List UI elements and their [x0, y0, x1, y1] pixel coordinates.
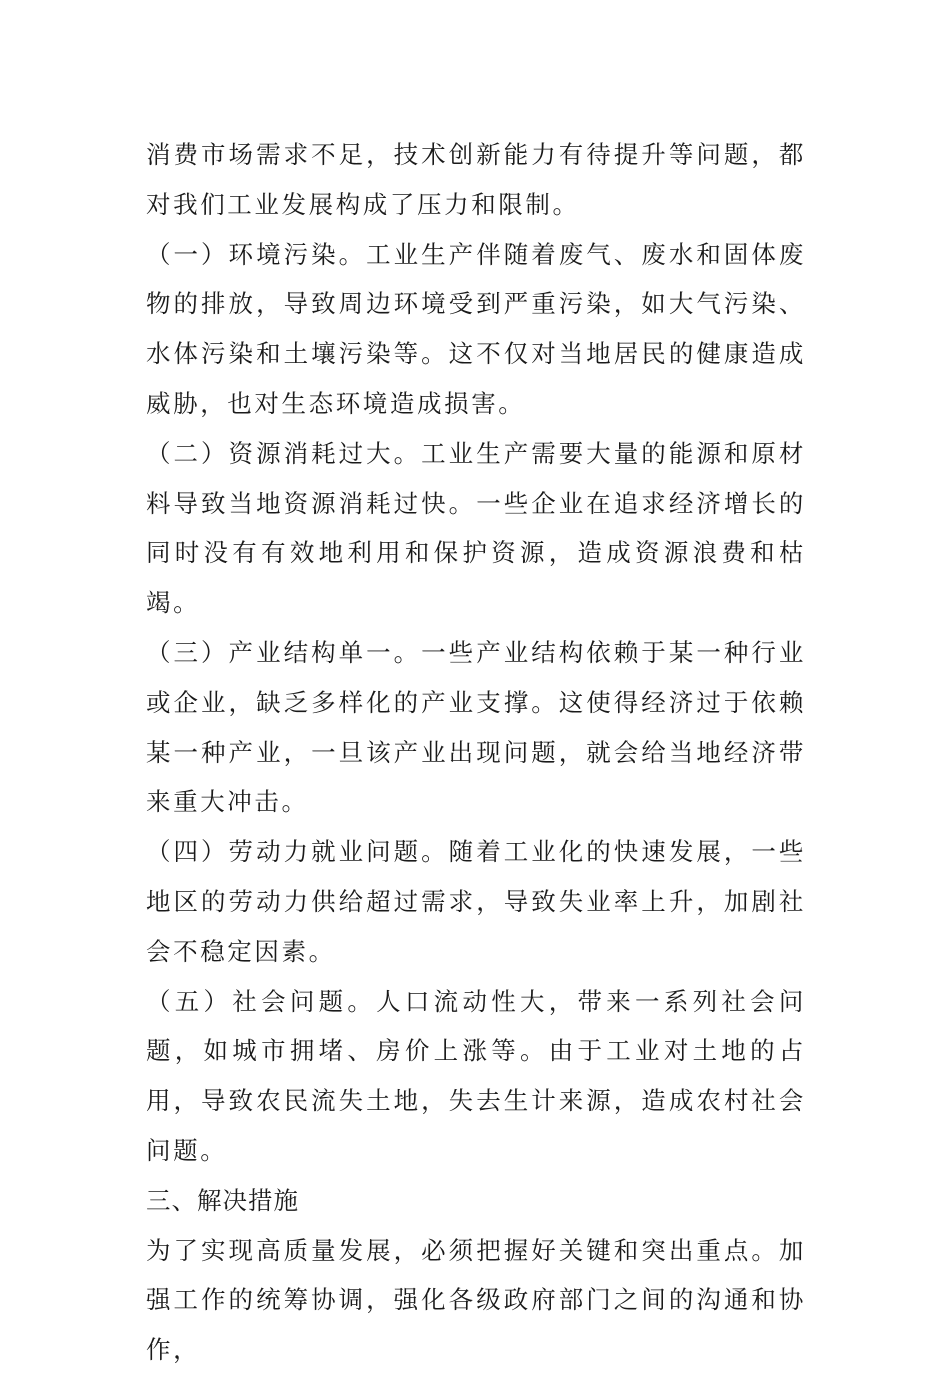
paragraph-solutions: 为了实现高质量发展，必须把握好关键和突出重点。加强工作的统筹协调，强化各级政府部门之间的沟通和协作， [146, 1235, 806, 1365]
paragraph-intro: 消费市场需求不足，技术创新能力有待提升等问题，都对我们工业发展构成了压力和限制。 [146, 140, 806, 219]
paragraph-industrial-structure: （三）产业结构单一。一些产业结构依赖于某一种行业或企业，缺乏多样化的产业支撑。这使得经济过于依赖某一种产业，一旦该产业出现问题，就会给当地经济带来重大冲击。 [146, 637, 806, 817]
paragraph-environment-pollution: （一）环境污染。工业生产伴随着废气、废水和固体废物的排放，导致周边环境受到严重污染，如大气污染、水体污染和土壤污染等。这不仅对当地居民的健康造成威胁，也对生态环境造成损害。 [146, 239, 806, 418]
document-body [146, 130, 806, 1375]
paragraph-resource-consumption: （二）资源消耗过大。工业生产需要大量的能源和原材料导致当地资源消耗过快。一些企业在追求经济增长的同时没有有效地利用和保护资源，造成资源浪费和枯竭。 [146, 438, 806, 618]
paragraph-social-issues: （五）社会问题。人口流动性大，带来一系列社会问题，如城市拥堵、房价上涨等。由于工业对土地的占用，导致农民流失土地，失去生计来源，造成农村社会问题。 [146, 986, 806, 1165]
paragraph-labor-employment: （四）劳动力就业问题。随着工业化的快速发展，一些地区的劳动力供给超过需求，导致失业率上升，加剧社会不稳定因素。 [146, 837, 806, 966]
section-heading: 三、解决措施 [146, 1185, 299, 1215]
